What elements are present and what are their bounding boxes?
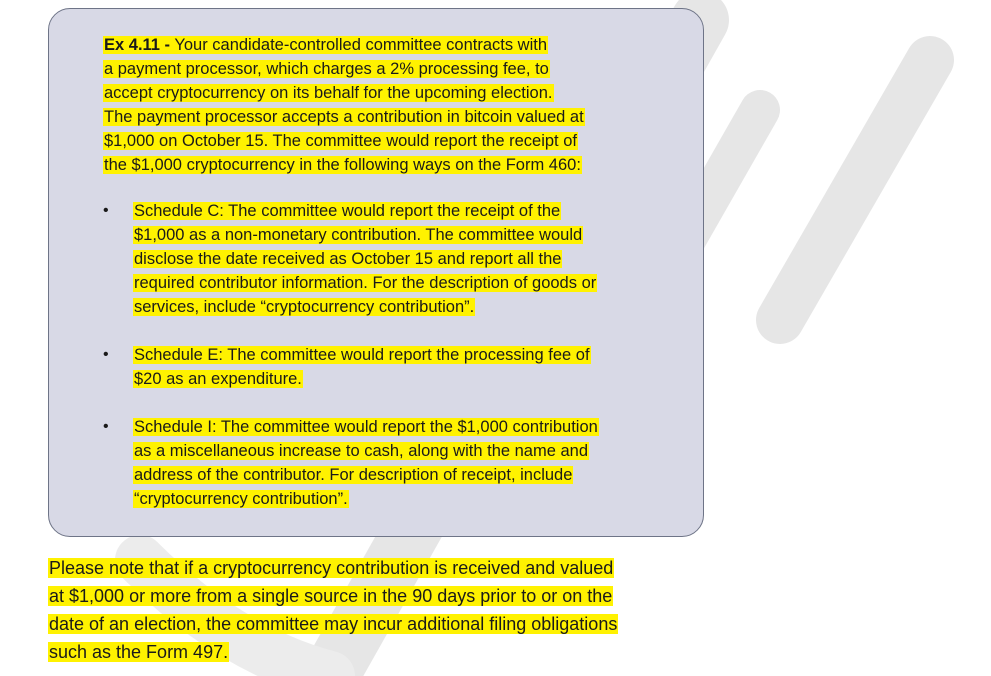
intro-line: $1,000 on October 15. The committee would report the receipt of <box>104 132 577 150</box>
example-label: Ex 4.11 - <box>104 36 171 54</box>
schedule-list <box>103 199 693 511</box>
note-line: Please note that if a cryptocurrency contribution is received and valued <box>49 558 614 578</box>
bullet-icon: • <box>103 202 109 219</box>
example-intro <box>103 33 693 177</box>
intro-line: The payment processor accepts a contribution in bitcoin valued at <box>104 108 584 126</box>
schedule-c-item: • Schedule C: The committee would report the receipt of the $1,000 as a non-monetary contribution. The committee would disclose the date received as October 15 and report all the required contributor information. For the description of goods or services, include “cryptocurrency contribution”. <box>103 199 693 319</box>
schedule-i-item: • Schedule I: The committee would report the $1,000 contribution as a miscellaneous increase to cash, along with the name and address of the contributor. For description of receipt, include “cryptocurrency contribution”. <box>103 415 693 511</box>
example-content <box>103 33 693 535</box>
note-line: such as the Form 497. <box>49 642 229 662</box>
bullet-icon: • <box>103 346 109 363</box>
note-paragraph <box>48 554 728 666</box>
intro-line: accept cryptocurrency on its behalf for the upcoming election. <box>104 84 553 102</box>
schedule-e-item: • Schedule E: The committee would report the processing fee of $20 as an expenditure. <box>103 343 693 391</box>
bullet-icon: • <box>103 418 109 435</box>
intro-line: Ex 4.11 - Your candidate-controlled committee contracts with <box>104 36 548 54</box>
note-line: at $1,000 or more from a single source in the 90 days prior to or on the <box>49 586 613 606</box>
intro-line: the $1,000 cryptocurrency in the following ways on the Form 460: <box>104 156 581 174</box>
note-line: date of an election, the committee may incur additional filing obligations <box>49 614 618 634</box>
example-callout-box <box>48 8 704 537</box>
intro-line: a payment processor, which charges a 2% processing fee, to <box>104 60 549 78</box>
